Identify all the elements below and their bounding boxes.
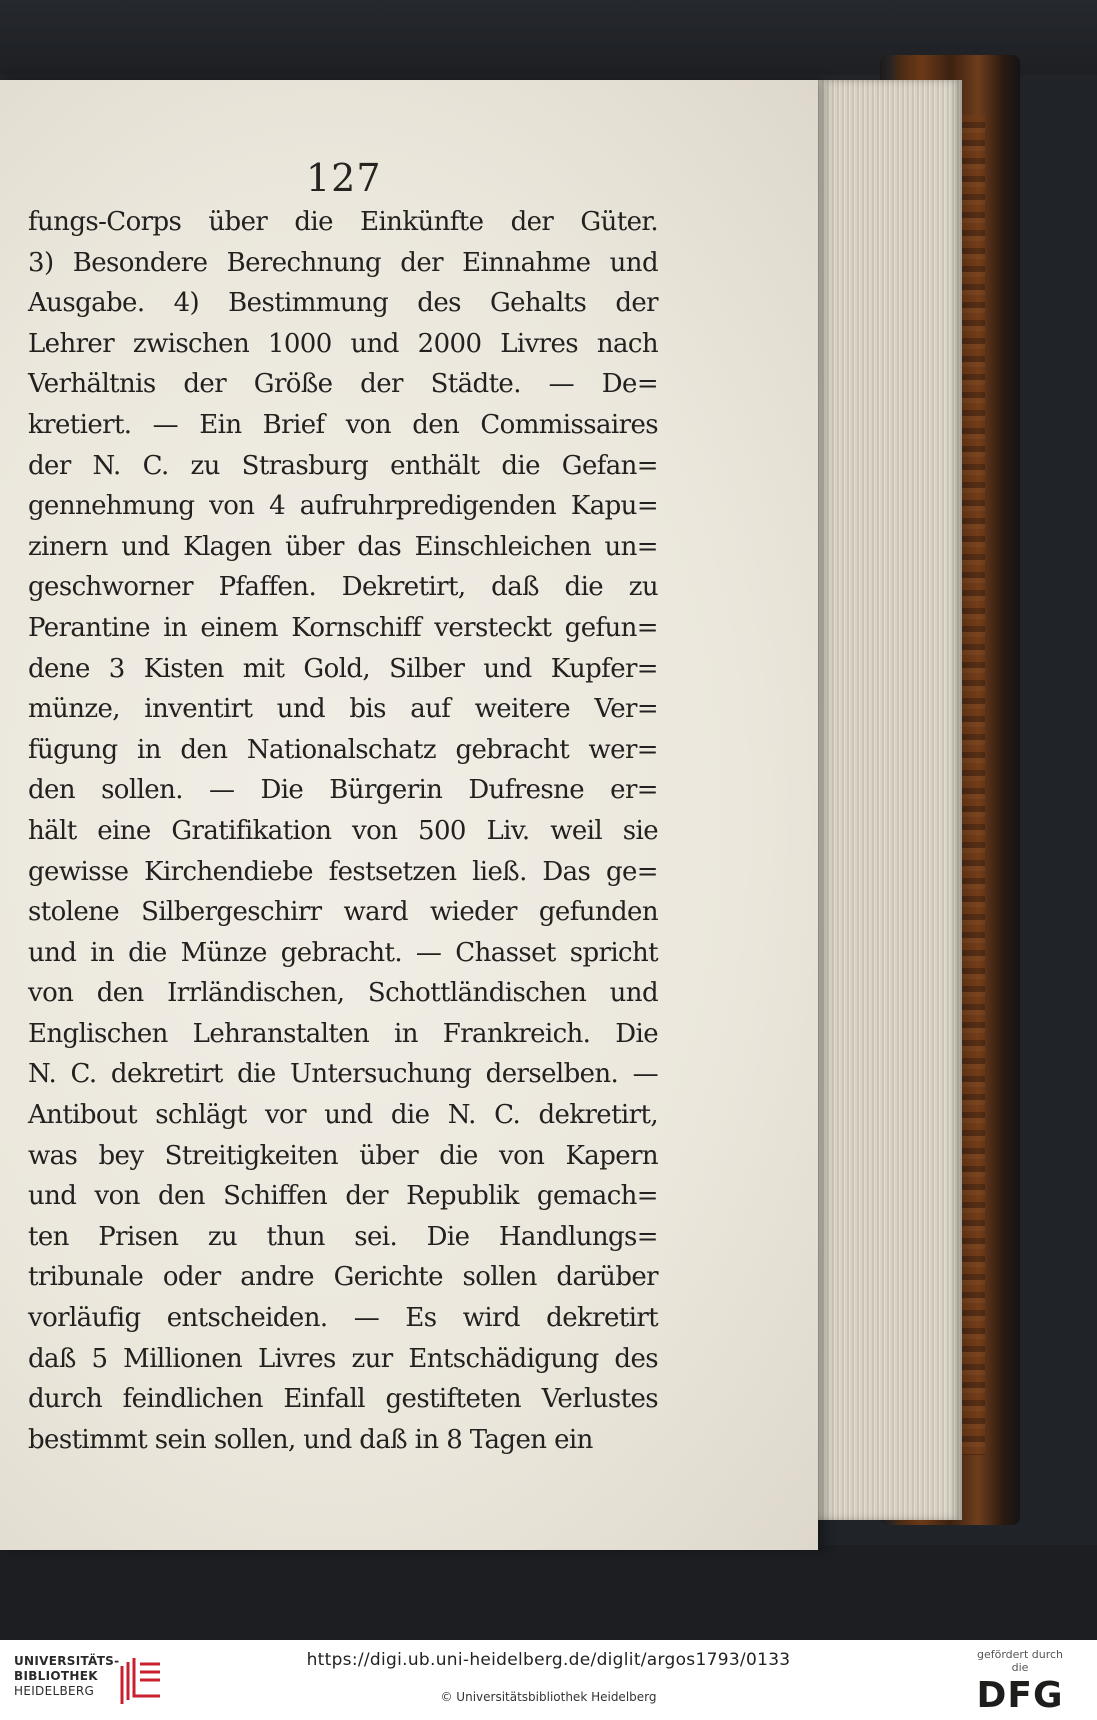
text-line: tribunale oder andre Gerichte sollen darüber xyxy=(28,1262,658,1293)
page-number: 127 xyxy=(306,156,382,200)
text-line: vorläufig entscheiden. — Es wird dekretirt xyxy=(28,1303,658,1334)
scan-background xyxy=(0,1545,1097,1640)
text-line: den sollen. — Die Bürgerin Dufresne er= xyxy=(28,775,658,806)
text-line: durch feindlichen Einfall gestifteten Verlustes xyxy=(28,1384,658,1415)
library-name-line2: BIBLIOTHEK xyxy=(14,1669,98,1683)
permalink-url[interactable]: https://digi.ub.uni-heidelberg.de/diglit/argos1793/0133 xyxy=(306,1650,791,1670)
text-line: zinern und Klagen über das Einschleichen un= xyxy=(28,531,658,562)
text-line: dene 3 Kisten mit Gold, Silber und Kupfer= xyxy=(28,653,658,684)
library-name-line1: UNIVERSITÄTS- xyxy=(14,1654,120,1668)
text-line: stolene Silbergeschirr ward wieder gefunden xyxy=(28,897,658,928)
page-text xyxy=(28,202,658,1460)
text-line: hält eine Gratifikation von 500 Liv. weil sie xyxy=(28,815,658,846)
library-name-line3: HEIDELBERG xyxy=(14,1684,95,1698)
text-line: und in die Münze gebracht. — Chasset spricht xyxy=(28,937,658,968)
text-line: kretiert. — Ein Brief von den Commissaires xyxy=(28,409,658,440)
text-line: daß 5 Millionen Livres zur Entschädigung des xyxy=(28,1343,658,1374)
text-line: bestimmt sein sollen, und daß in 8 Tagen ein xyxy=(28,1424,593,1455)
text-line: was bey Streitigkeiten über die von Kapern xyxy=(28,1140,658,1171)
text-line: geschworner Pfaffen. Dekretirt, daß die zu xyxy=(28,572,658,603)
text-line: N. C. dekretirt die Untersuchung derselben. — xyxy=(28,1059,658,1090)
copyright-notice: © Universitätsbibliothek Heidelberg xyxy=(440,1690,657,1704)
text-line: Ausgabe. 4) Bestimmung des Gehalts der xyxy=(28,288,658,319)
text-line: Verhältnis der Größe der Städte. — De= xyxy=(28,369,658,400)
text-line: Lehrer zwischen 1000 und 2000 Livres nach xyxy=(28,328,658,359)
text-line: der N. C. zu Strasburg enthält die Gefan= xyxy=(28,450,658,481)
dfg-wordmark: DFG xyxy=(976,1675,1064,1716)
text-line: und von den Schiffen der Republik gemach= xyxy=(28,1181,658,1212)
text-line: Perantine in einem Kornschiff versteckt gefun= xyxy=(28,612,658,643)
text-line: fügung in den Nationalschatz gebracht wer= xyxy=(28,734,658,765)
dfg-logo[interactable] xyxy=(970,1648,1080,1714)
text-line: 3) Besondere Berechnung der Einnahme und xyxy=(28,247,658,278)
funding-caption: gefördert durch die xyxy=(976,1648,1064,1674)
text-line: von den Irrländischen, Schottländischen und xyxy=(28,978,658,1009)
text-line: fungs-Corps über die Einkünfte der Güter. xyxy=(28,207,658,237)
page-stack-edge xyxy=(800,80,962,1520)
text-line: ten Prisen zu thun sei. Die Handlungs= xyxy=(28,1221,658,1252)
book-page xyxy=(0,80,818,1550)
text-line: gewisse Kirchendiebe festsetzen ließ. Das ge= xyxy=(28,856,658,887)
text-line: gennehmung von 4 aufruhrpredigenden Kapu= xyxy=(28,491,658,522)
text-line: Antibout schlägt vor und die N. C. dekretirt, xyxy=(28,1100,658,1131)
text-line: Englischen Lehranstalten in Frankreich. Die xyxy=(28,1018,658,1049)
viewer-footer xyxy=(0,1640,1097,1720)
text-line: münze, inventirt und bis auf weitere Ver= xyxy=(28,694,658,725)
